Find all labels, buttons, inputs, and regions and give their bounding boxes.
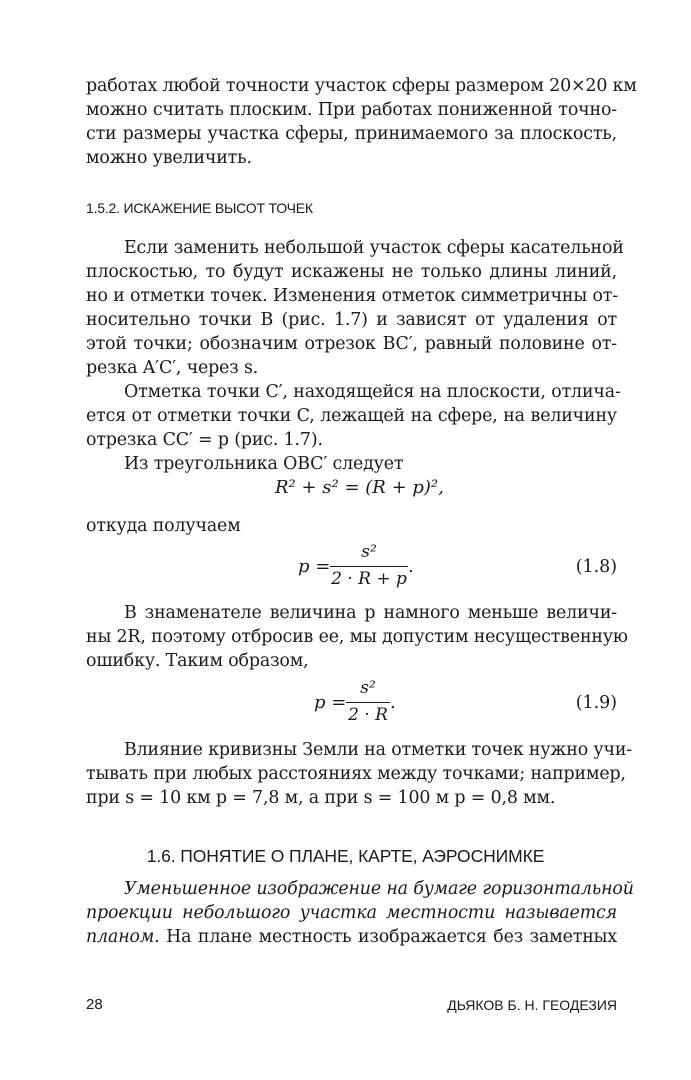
text-line: отрезка CC′ = p (рис. 1.7). [86,430,323,450]
equation-number-1-8: (1.8) [575,557,617,577]
text-line: Уменьшенное изображение на бумаге горизонтальной [124,879,634,899]
text-line: этой точки; обозначим отрезок BC′, равный половине от- [86,334,617,354]
equation-1-9-lhs: p = [314,692,347,713]
text-line: ошибку. Таким образом, [86,651,309,671]
formula-pythagoras: R² + s² = (R + p)², [275,477,444,498]
equation-1-9-denominator: 2 · R [348,705,388,725]
text-line: но и отметки точек. Изменения отметок симметричны от- [86,286,618,306]
text-line: можно увеличить. [86,148,252,168]
equation-1-8-lhs: p = [298,556,331,577]
text-line: откуда получаем [86,516,241,536]
equation-1-8-numerator: s² [361,542,377,562]
text-line: В знаменателе величина p намного меньше величи- [124,603,617,623]
page-number: 28 [86,996,103,1013]
text-line: ется от отметки точки C, лежащей на сфере, на величину [86,406,617,426]
text-line: носительно точки B (рис. 1.7) и зависят от удаления от [86,310,617,330]
text-line: тывать при любых расстояниях между точками; например, [86,764,626,784]
section-heading-1-5-2: 1.5.2. ИСКАЖЕНИЕ ВЫСОТ ТОЧЕК [86,200,313,216]
text-line: работах любой точности участок сферы размером 20×20 км [86,76,637,96]
text-line: проекции небольшого участка местности называется [86,903,617,923]
equation-number-1-9: (1.9) [575,693,617,713]
text-line: плоскостью, то будут искажены не только длины линий, [86,262,617,282]
equation-1-8-denominator: 2 · R + p [331,569,407,589]
section-heading-1-6: 1.6. ПОНЯТИЕ О ПЛАНЕ, КАРТЕ, АЭРОСНИМКЕ [146,846,545,866]
equation-1-9-numerator: s² [360,678,376,698]
text-line: сти размеры участка сферы, принимаемого за плоскость, [86,124,617,144]
text-line: Из треугольника OBC′ следует [124,454,404,474]
equation-1-8-period: . [408,556,414,577]
text-line: планом. На плане местность изображается без заметных [86,927,617,947]
text-line: Влияние кривизны Земли на отметки точек нужно учи- [124,740,633,760]
running-title: ДЬЯКОВ Б. Н. ГЕОДЕЗИЯ [447,997,617,1013]
equation-1-8-fraction-bar [330,566,408,567]
text-line: ны 2R, поэтому отбросив ее, мы допустим несущественную [86,627,628,647]
text-line: Отметка точки C′, находящейся на плоскости, отлича- [124,382,621,402]
text-line: резка A′C′, через s. [86,358,259,378]
text-line: при s = 10 км p = 7,8 м, а при s = 100 м p = 0,8 мм. [86,788,556,808]
equation-1-9-period: . [390,692,396,713]
equation-1-9-fraction-bar [346,702,390,703]
text-line: Если заменить небольшой участок сферы касательной [124,238,624,258]
text-line: можно считать плоским. При работах пониженной точно- [86,100,617,120]
